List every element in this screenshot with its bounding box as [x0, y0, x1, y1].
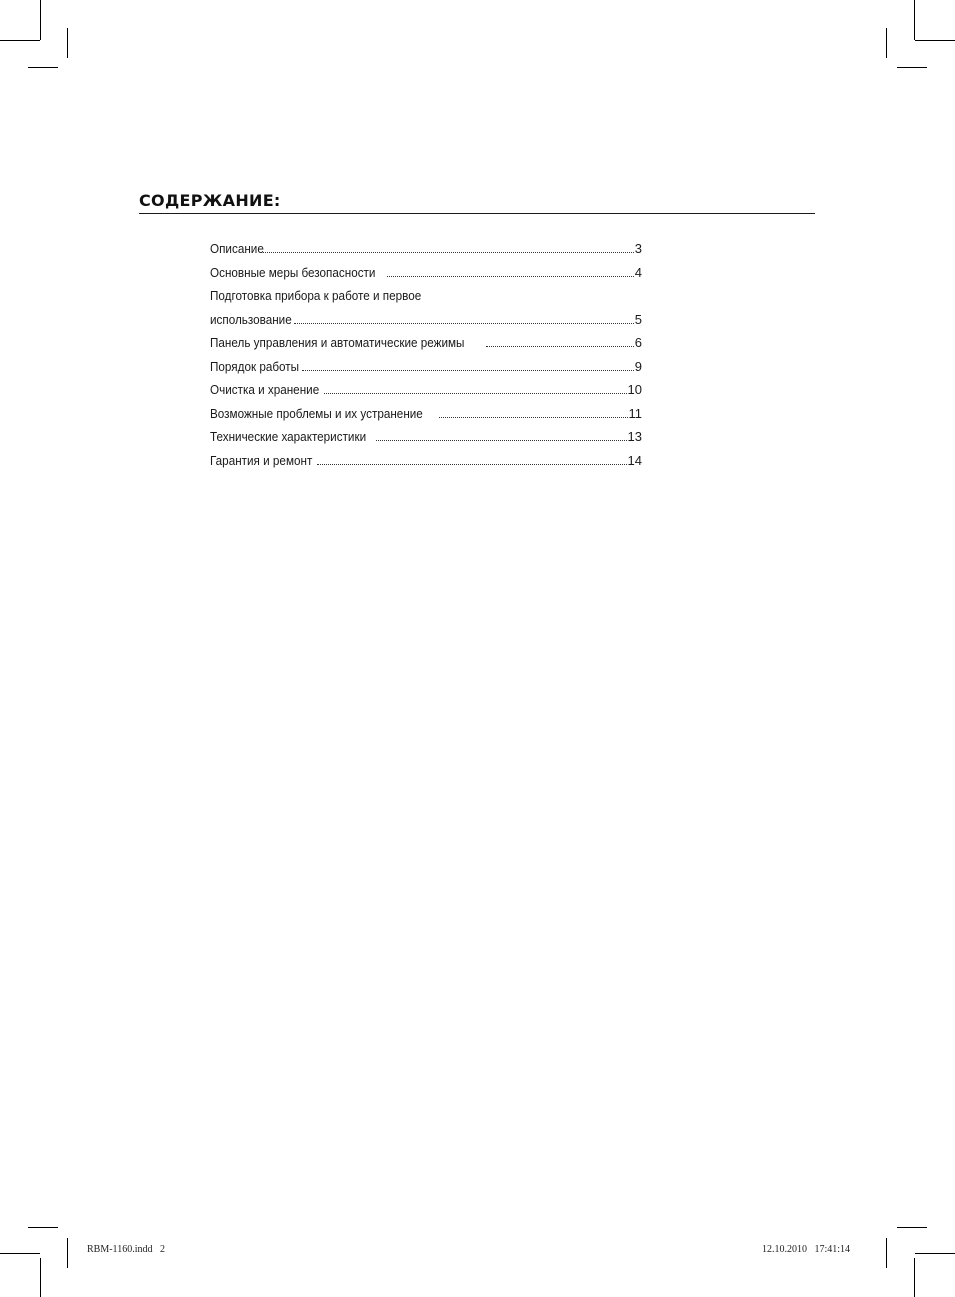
- crop-mark: [40, 1258, 41, 1297]
- crop-mark: [67, 1238, 68, 1268]
- toc-entry-page: 10: [627, 382, 642, 397]
- crop-mark: [915, 1253, 955, 1254]
- toc-entry-page: 13: [627, 429, 642, 444]
- toc-entry-page: 9: [634, 358, 642, 374]
- toc-entry-title: Очистка и хранение: [210, 382, 320, 397]
- crop-mark: [914, 0, 915, 40]
- crop-mark: [897, 1227, 927, 1228]
- dot-leader: [439, 405, 627, 418]
- toc-entry-title: Технические характеристики: [210, 429, 367, 444]
- dot-leader: [294, 311, 634, 324]
- toc-entry-title: использование: [210, 311, 292, 327]
- toc-entry[interactable]: [210, 381, 642, 405]
- dot-leader: [263, 240, 634, 253]
- crop-mark: [67, 28, 68, 58]
- dot-leader: [376, 428, 626, 441]
- toc-entry[interactable]: [210, 358, 642, 382]
- toc-entry-page: 11: [628, 405, 642, 421]
- print-slug-timestamp: 12.10.2010 17:41:14: [762, 1244, 851, 1255]
- toc-entry-title-line1[interactable]: [210, 287, 642, 311]
- toc-entry[interactable]: [210, 240, 642, 264]
- table-of-contents: [210, 240, 642, 475]
- dot-leader: [317, 452, 627, 465]
- toc-entry-title: Подготовка прибора к работе и первое: [210, 288, 422, 303]
- toc-entry[interactable]: [210, 334, 642, 358]
- toc-entry-title: Порядок работы: [210, 358, 300, 374]
- crop-mark: [886, 1238, 887, 1268]
- toc-entry-page: 3: [634, 241, 642, 256]
- toc-entry[interactable]: [210, 264, 642, 288]
- crop-mark: [886, 28, 887, 58]
- toc-entry[interactable]: [210, 405, 642, 429]
- toc-entry-page: 5: [634, 311, 642, 327]
- dot-leader: [486, 334, 634, 347]
- crop-mark: [914, 1258, 915, 1297]
- toc-entry[interactable]: [210, 428, 642, 452]
- toc-entry-title: Описание: [210, 241, 264, 256]
- toc-entry-title: Основные меры безопасности: [210, 264, 376, 280]
- contents-heading: [139, 191, 815, 214]
- toc-entry-page: 4: [634, 264, 642, 280]
- dot-leader: [324, 381, 626, 394]
- toc-entry-page: 14: [627, 452, 642, 468]
- crop-mark: [28, 67, 58, 68]
- toc-entry[interactable]: [210, 452, 642, 476]
- page-title: СОДЕРЖАНИЕ:: [139, 191, 281, 210]
- crop-mark: [0, 1253, 40, 1254]
- toc-entry-page: 6: [634, 335, 642, 350]
- toc-entry-title: Панель управления и автоматические режимы: [210, 335, 465, 350]
- dot-leader: [302, 358, 634, 371]
- crop-mark: [0, 40, 40, 41]
- dot-leader: [387, 264, 634, 277]
- print-slug-filename: RBM-1160.indd 2: [87, 1244, 165, 1255]
- toc-entry-title: Возможные проблемы и их устранение: [210, 405, 423, 421]
- toc-entry[interactable]: [210, 311, 642, 335]
- crop-mark: [897, 67, 927, 68]
- crop-mark: [40, 0, 41, 40]
- crop-mark: [28, 1227, 58, 1228]
- toc-entry-title: Гарантия и ремонт: [210, 452, 313, 468]
- crop-mark: [915, 40, 955, 41]
